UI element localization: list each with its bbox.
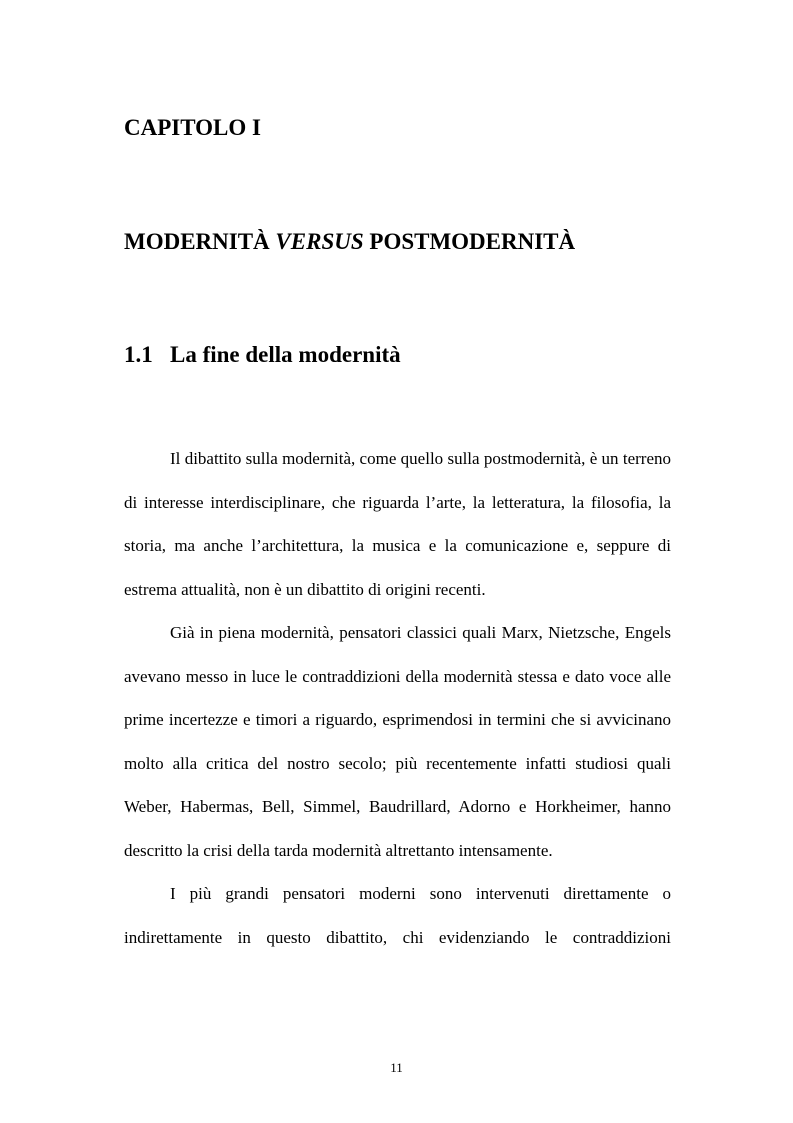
section-heading — [124, 339, 401, 371]
section-number: 1.1 — [124, 342, 153, 367]
chapter-label: CAPITOLO I — [124, 115, 261, 140]
chapter-title — [124, 226, 575, 258]
chapter-title-part2: POSTMODERNITÀ — [363, 229, 576, 254]
page-number: 11 — [390, 1060, 403, 1075]
chapter-title-italic: VERSUS — [275, 229, 364, 254]
paragraph-3: I più grandi pensatori moderni sono intervenuti direttamente o indirettamente in questo dibattito, chi evidenziando le contraddizioni — [124, 884, 671, 947]
chapter-title-part1: MODERNITÀ — [124, 229, 276, 254]
paragraph-1: Il dibattito sulla modernità, come quello sulla postmodernità, è un terreno di interesse interdisciplinare, che riguarda l’arte, la letteratura, la filosofia, la storia, ma anche l’architettura, la musica e la comunicazione e, seppure di estrema attualità, non è un dibattito di origini recenti. — [124, 449, 671, 599]
body-text — [124, 437, 671, 959]
paragraph-2: Già in piena modernità, pensatori classici quali Marx, Nietzsche, Engels avevano messo in luce le contraddizioni della modernità stessa e dato voce alle prime incertezze e timori a riguardo, esprimendosi in termini che si avvicinano molto alla critica del nostro secolo; più recentemente infatti studiosi quali Weber, Habermas, Bell, Simmel, Baudrillard, Adorno e Horkheimer, hanno descritto la crisi della tarda modernità altrettanto intensamente. — [124, 623, 671, 860]
section-title: La fine della modernità — [170, 342, 401, 367]
